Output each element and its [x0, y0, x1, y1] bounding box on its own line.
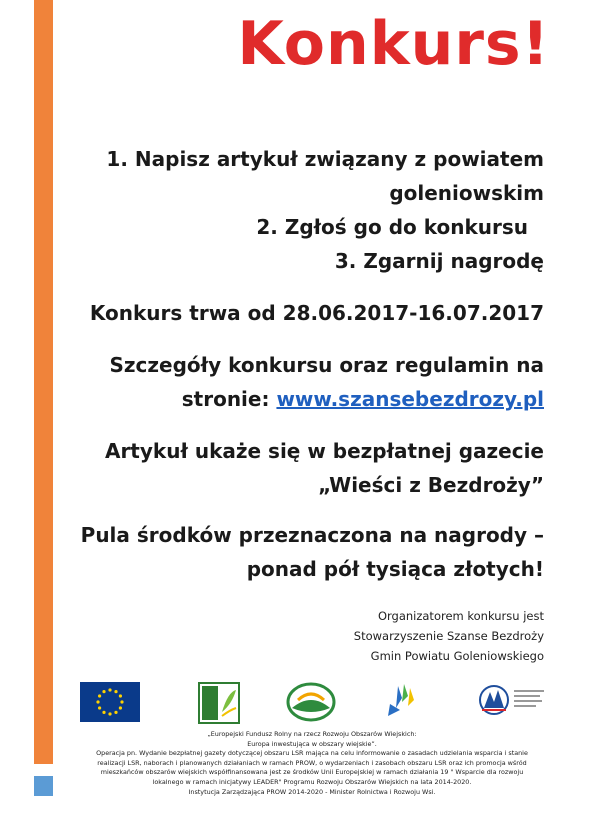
- organizer-line-2: Stowarzyszenie Szanse Bezdroży: [353, 629, 544, 643]
- side-accent-square: [34, 776, 53, 796]
- footnote-line: „Europejski Fundusz Rolny na rzecz Rozwoju Obszarów Wiejskich:: [207, 730, 417, 738]
- footnote-line: realizacji LSR, naborach i planowanych działaniach w ramach PROW, o wydarzeniach i zasobach obszaru LSR oraz ich promocja wśród: [97, 758, 527, 767]
- step-3: 3. Zgarnij nagrodę: [334, 249, 544, 273]
- leader-logo-icon: [198, 682, 240, 724]
- details-line-2: [80, 382, 544, 416]
- pomorze-zachodnie-logo-icon: [380, 682, 432, 724]
- details-line-1: Szczegóły konkursu oraz regulamin na: [109, 353, 544, 377]
- organizer-line-3: Gmin Powiatu Goleniowskiego: [370, 649, 544, 663]
- step-2: 2. Zgłoś go do konkursu: [256, 215, 528, 239]
- lgd-logo-icon: [476, 682, 550, 724]
- sponsor-logos: [80, 682, 550, 727]
- headline: Konkurs!: [237, 9, 550, 79]
- main-content: [80, 142, 544, 586]
- footnote-line: Europa inwestująca w obszary wiejskie”.: [247, 739, 377, 748]
- footnote-line: Instytucja Zarządzająca PROW 2014-2020 - Minister Rolnictwa i Rozwoju Wsi.: [188, 787, 436, 796]
- footnote-line: lokalnego w ramach inicjatywy LEADER" Programu Rozwoju Obszarów Wiejskich na lata 2014-2020.: [152, 777, 472, 786]
- article-line-2: „Wieści z Bezdroży”: [318, 473, 544, 497]
- footnote-line: mieszkańców obszarów wiejskich współfinansowana jest ze środków Unii Europejskiej w ramach działania 19 " Wsparcie dla rozwoju: [100, 768, 524, 777]
- details-prefix: stronie:: [181, 387, 277, 411]
- footnote-line: Operacja pn. Wydanie bezpłatnej gazety dotyczącej obszaru LSR mająca na celu informowanie o zasadach udzielania wsparcia i stanie: [96, 749, 528, 758]
- funding-footnote: [68, 730, 556, 797]
- step-1: 1. Napisz artykuł związany z powiatem: [106, 147, 544, 171]
- website-link[interactable]: www.szansebezdrozy.pl: [276, 387, 544, 411]
- eu-flag-icon: [80, 682, 140, 722]
- contest-duration: Konkurs trwa od 28.06.2017-16.07.2017: [89, 301, 544, 325]
- prow-logo-icon: [286, 682, 336, 722]
- prize-line-1: Pula środków przeznaczona na nagrody –: [80, 523, 544, 547]
- side-accent-bar: [34, 0, 53, 764]
- article-line-1: Artykuł ukaże się w bezpłatnej gazecie: [104, 439, 544, 463]
- step-1-continued: goleniowskim: [389, 181, 544, 205]
- organizer-line-1: Organizatorem konkursu jest: [377, 609, 544, 623]
- prize-line-2: ponad pół tysiąca złotych!: [246, 557, 544, 581]
- organizer-block: [354, 606, 544, 666]
